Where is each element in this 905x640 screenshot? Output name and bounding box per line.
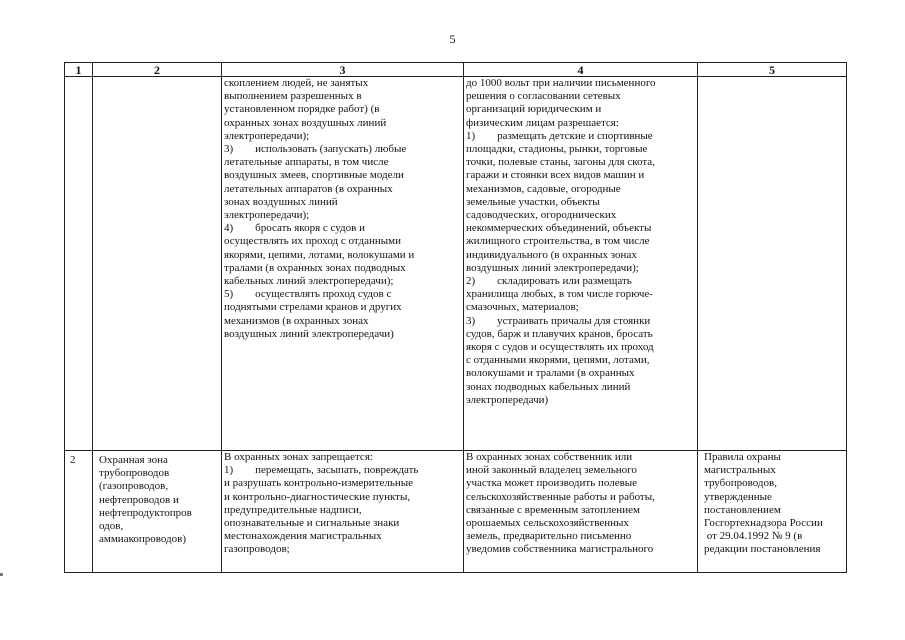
text-line: скоплением людей, не занятых (224, 77, 369, 89)
zone-name-cell (93, 451, 222, 573)
text-line: иной законный владелец земельного (466, 464, 637, 477)
text-line: местонахождения магистральных (224, 530, 382, 543)
conditions-cell (464, 77, 698, 451)
text-line: механизмов (в охранных зонах (224, 314, 369, 327)
prohibitions-cell (222, 451, 464, 573)
text-line: некоммерческих объединений, объекты (466, 222, 652, 235)
text-line: 5) осуществлять проход судов с (224, 288, 392, 301)
text-line: площадки, стадионы, рынки, торговые (466, 143, 648, 156)
text-line: 3) устраивать причалы для стоянки (466, 314, 651, 327)
text-line: поднятыми стрелами кранов и других (224, 301, 402, 314)
text-line: судов, барж и плавучих кранов, бросать (466, 327, 653, 340)
text-line: редакции постановления (704, 543, 821, 556)
text-line: электропередачи); (224, 129, 310, 142)
text-line: постановлением (704, 503, 781, 516)
row-number-cell (65, 77, 93, 451)
text-line: нефтепродуктопров (99, 506, 192, 519)
text-line: магистральных (704, 464, 776, 477)
text-line: 1) размещать детские и спортивные (466, 129, 653, 142)
text-line: выполнением разрешенных в (224, 90, 362, 103)
text-line: якоря с судов и осуществлять их проход (466, 341, 654, 354)
text-line: электропередачи); (224, 209, 310, 222)
text-line: земельные участки, объекты (466, 195, 600, 208)
text-line: 3) использовать (запускать) любые (224, 143, 407, 156)
text-line: предупредительные надписи, (224, 503, 362, 516)
text-line: от 29.04.1992 № 9 (в (704, 530, 803, 543)
text-line: аммиакопроводов) (99, 533, 187, 546)
text-line: одов, (99, 520, 124, 533)
text-line: организаций юридическим и (466, 103, 602, 116)
text-line: смазочных, материалов; (466, 301, 579, 314)
column-header-4: 4 (464, 63, 698, 77)
text-line: уведомив собственника магистрального (466, 543, 654, 556)
table-row (65, 77, 847, 451)
text-line: и контрольно-диагностические пункты, (224, 490, 411, 503)
text-line: тралами (в охранных зонах подводных (224, 261, 406, 274)
text-line: Охранная зона (99, 454, 168, 466)
text-line: до 1000 вольт при наличии письменного (466, 77, 656, 89)
text-line: орошаемых сельскохозяйственных (466, 517, 629, 530)
text-line: с отданными якорями, цепями, лотами, (466, 354, 650, 367)
column-header-1: 1 (65, 63, 93, 77)
text-line: охранных зонах воздушных линий (224, 116, 387, 129)
text-line: 4) бросать якоря с судов и (224, 222, 365, 235)
text-line: Госгортехнадзора России (704, 517, 823, 530)
text-line: электропередачи) (466, 393, 549, 406)
text-line: 2) складировать или размещать (466, 275, 632, 288)
text-line: Правила охраны (704, 451, 781, 463)
text-line: якорями, цепями, лотами, волокушами и (224, 248, 415, 261)
text-line: воздушных змеев, спортивные модели (224, 169, 404, 182)
text-line: индивидуального (в охранных зонах (466, 248, 637, 261)
text-line: решения о согласовании сетевых (466, 90, 621, 103)
text-line: и разрушать контрольно-измерительные (224, 477, 414, 490)
text-line: осуществлять их проход с отданными (224, 235, 401, 248)
text-line: точки, полевые станы, загоны для скота, (466, 156, 655, 169)
text-line: гаражи и стоянки всех видов машин и (466, 169, 645, 182)
text-line: утвержденные (704, 490, 772, 503)
text-line: трубопроводов (99, 467, 170, 480)
text-line: хранилища любых, в том числе горюче- (466, 288, 653, 301)
text-line: воздушных линий электропередачи); (466, 261, 639, 274)
text-line: (газопроводов, (99, 480, 169, 493)
text-line: зонах подводных кабельных линий (466, 380, 631, 393)
text-line: земель, предварительно письменно (466, 530, 632, 543)
row-number-cell: 2 (65, 451, 93, 573)
text-line: газопроводов; (224, 543, 290, 556)
text-line: установленном порядке работ) (в (224, 103, 380, 116)
text-line: механизмов, садовые, огородные (466, 182, 621, 195)
column-header-3: 3 (222, 63, 464, 77)
text-line: летательные аппараты, в том числе (224, 156, 389, 169)
page-number: 5 (449, 32, 456, 46)
text-line: нефтепроводов и (99, 493, 179, 506)
text-line: В охранных зонах запрещается: (224, 451, 373, 463)
zone-name-cell (93, 77, 222, 451)
text-line: В охранных зонах собственник или (466, 451, 633, 463)
text-line: жилищного строительства, в том числе (466, 235, 650, 248)
legal-basis-cell (698, 77, 847, 451)
text-line: трубопроводов, (704, 477, 777, 490)
conditions-cell (464, 451, 698, 573)
text-line: связанные с временным затоплением (466, 503, 640, 516)
text-line: опознавательные и сигнальные знаки (224, 517, 400, 530)
column-header-5: 5 (698, 63, 847, 77)
text-line: участка может производить полевые (466, 477, 638, 490)
table-header-row (65, 63, 847, 77)
text-line: кабельных линий электропередачи); (224, 275, 394, 288)
text-line: садоводческих, огороднических (466, 209, 617, 222)
text-line: 1) перемещать, засыпать, повреждать (224, 464, 419, 477)
text-line: волокушами и тралами (в охранных (466, 367, 635, 380)
column-header-2: 2 (93, 63, 222, 77)
text-line: летательных аппаратов (в охранных (224, 182, 393, 195)
text-line: зонах воздушных линий (224, 195, 338, 208)
table-row (65, 451, 847, 573)
text-line: сельскохозяйственные работы и работы, (466, 490, 655, 503)
legal-basis-cell (698, 451, 847, 573)
text-line: воздушных линий электропередачи) (224, 327, 394, 340)
scan-artifact (0, 573, 3, 576)
restrictions-table (64, 62, 847, 573)
prohibitions-cell (222, 77, 464, 451)
text-line: физическим лицам разрешается: (466, 116, 619, 129)
